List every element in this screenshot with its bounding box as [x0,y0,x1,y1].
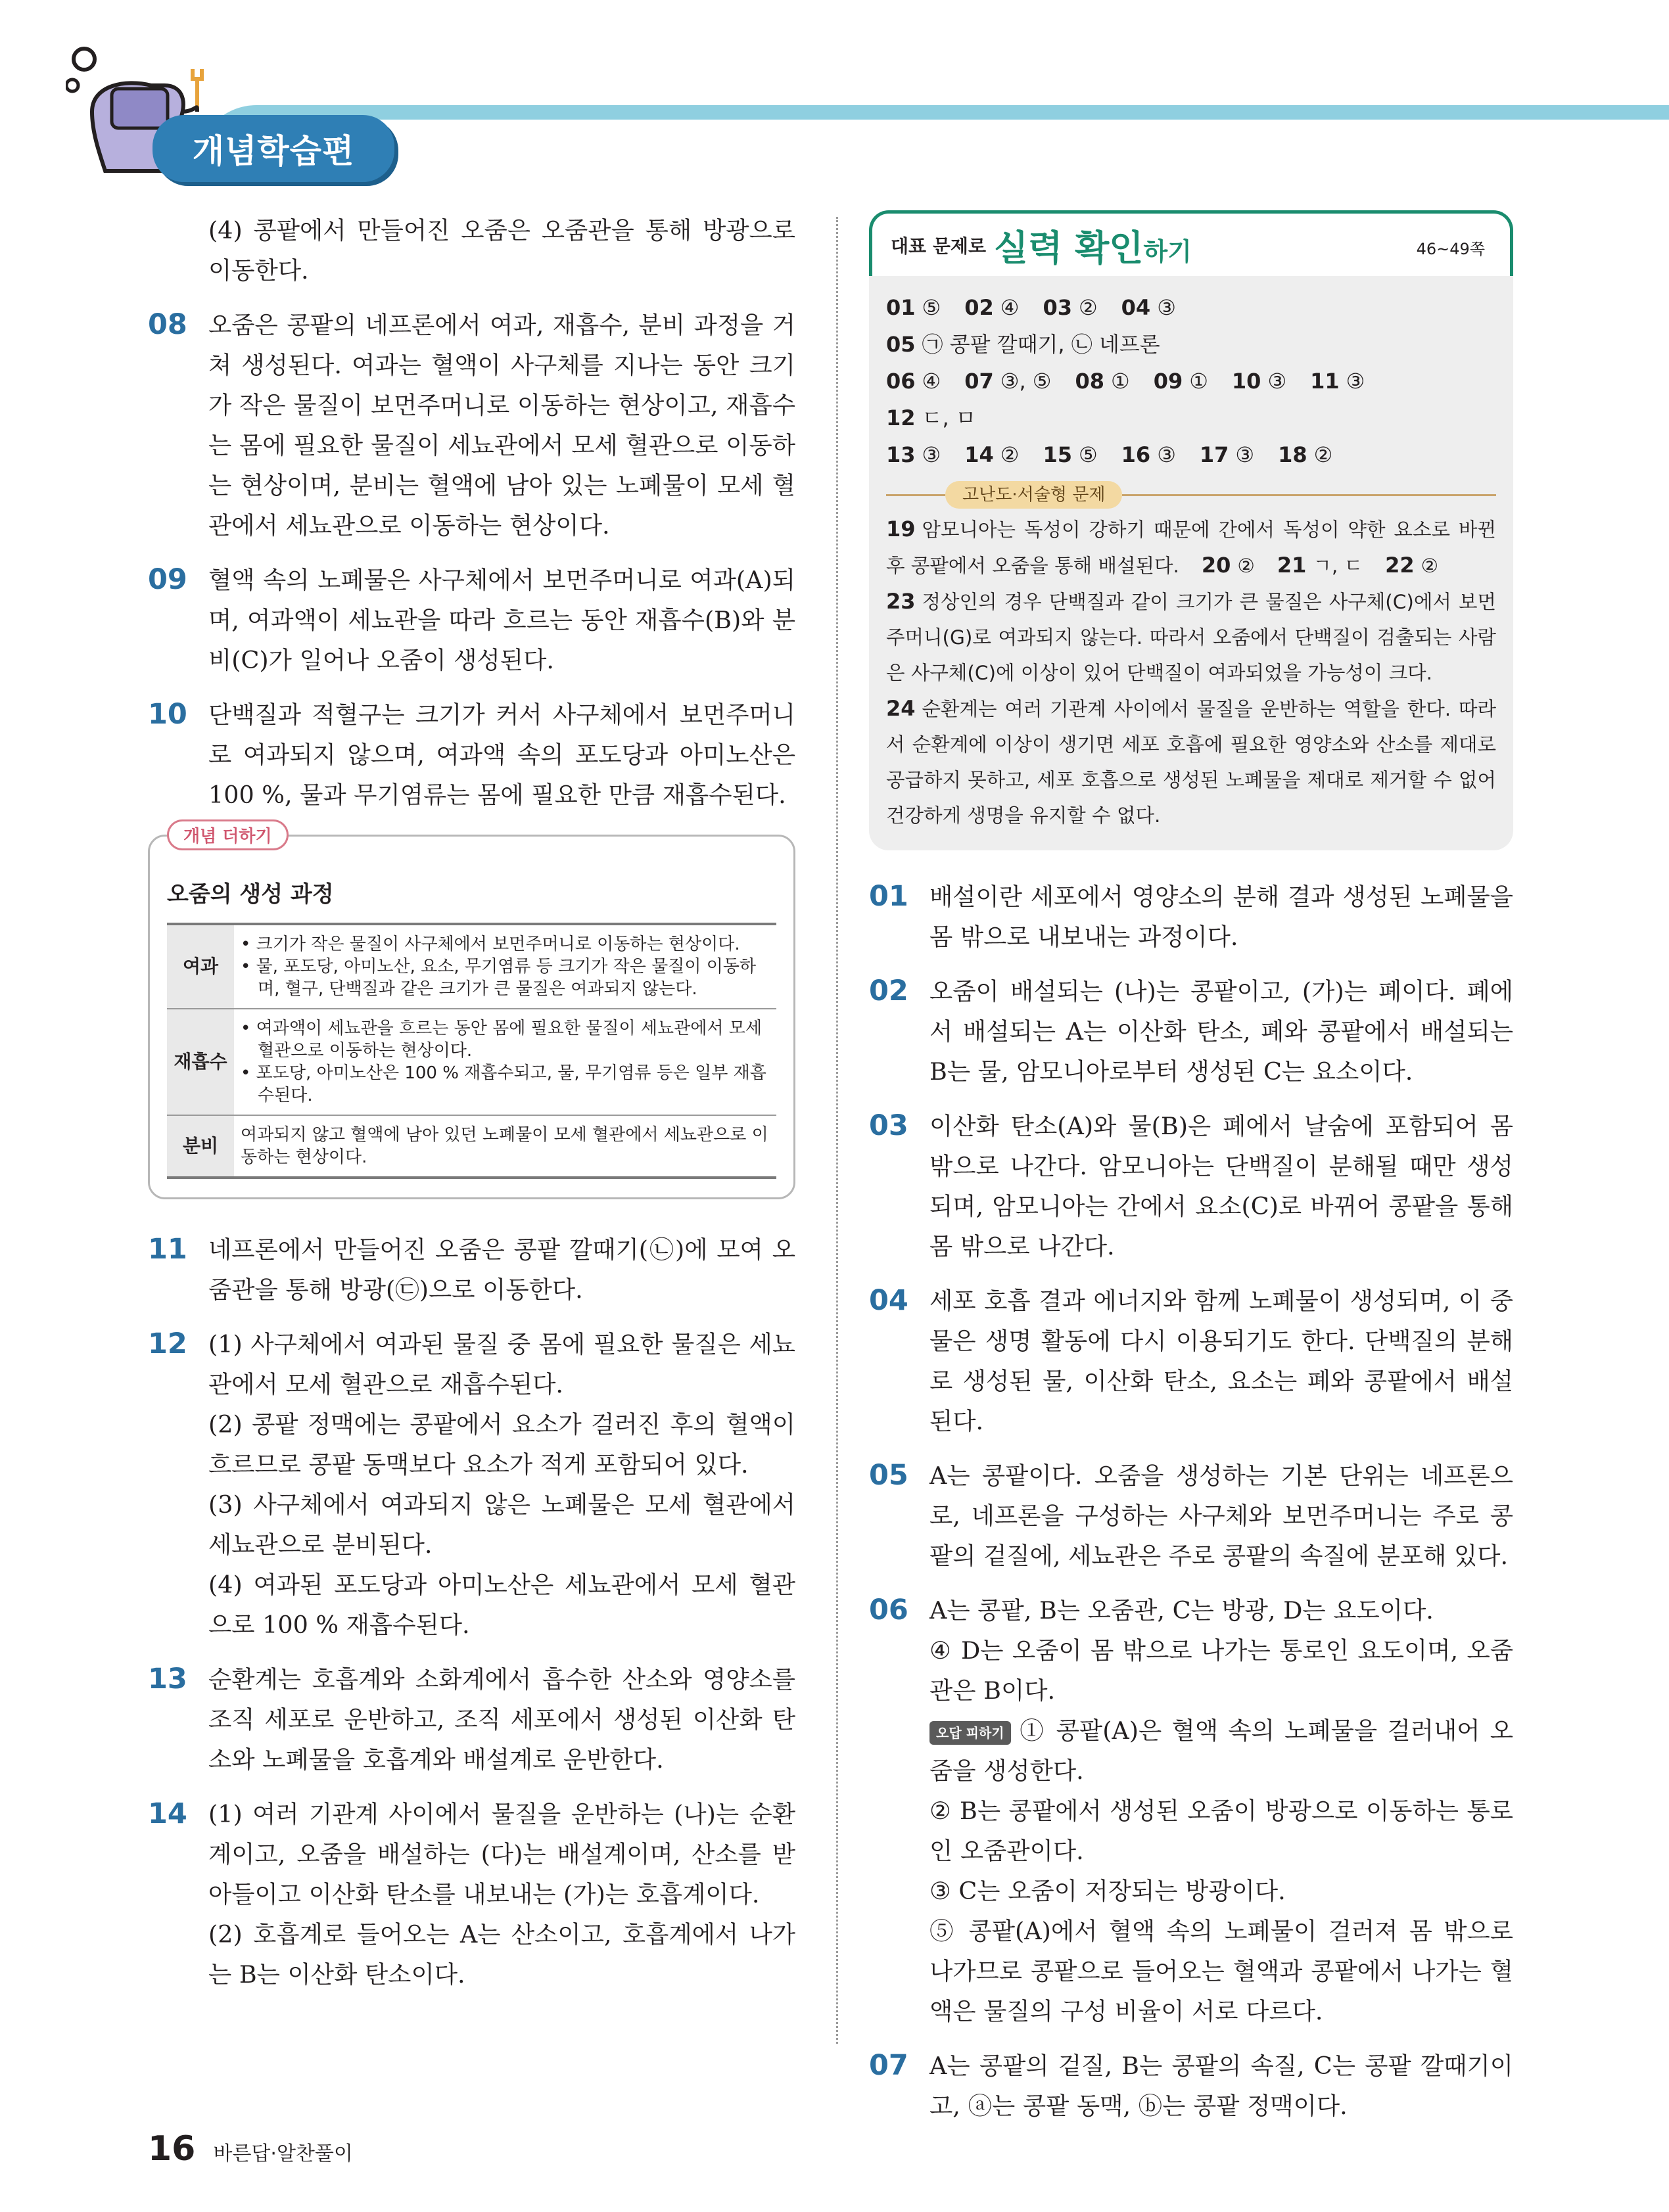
answer-number: 14 [964,442,994,467]
item-line: (4) 여과된 포도당과 아미노산은 세뇨관에서 모세 혈관으로 100 % 재흡수된다. [208,1571,795,1639]
item-number: 11 [148,1233,187,1266]
essay-number: 23 [886,589,916,614]
answer-value: ③ [1235,442,1255,467]
essay-text: ② [1237,555,1255,577]
item-number: 13 [148,1663,187,1695]
essay-text: 순환계는 여러 기관계 사이에서 물질을 운반하는 역할을 한다. 따라서 순환계에 이상이 생기면 세포 호흡에 필요한 영양소와 산소를 제대로 공급하지 못하고, 세포 호흡으로 생성된 노폐물을 제대로 제거할 수 없어 건강하게 생명을 유지할 수 없다. [886,698,1496,827]
item-line: ④ D는 오줌이 몸 밖으로 나가는 통로인 요도이며, 오줌관은 B이다. [929,1636,1513,1705]
answer-box-body [869,276,1513,850]
item-01 [869,877,1513,957]
answer-09 [1154,363,1208,400]
item-number: 08 [148,308,187,341]
answer-10 [1232,363,1286,400]
answer-number: 10 [1231,369,1261,394]
concept-row [167,1115,776,1178]
essay-number: 22 [1385,553,1415,578]
answer-value: ③ [1157,295,1176,320]
essay-number: 21 [1277,553,1307,578]
item-number: 12 [148,1327,187,1360]
essay-answers [886,511,1496,833]
essay-divider [886,481,1496,509]
item-number: 07 [869,2049,908,2082]
page-number: 16 [148,2129,196,2169]
item-number: 06 [869,1594,908,1626]
answer-number: 18 [1278,442,1307,467]
answer-18 [1278,436,1332,473]
essay-text: ② [1421,555,1439,577]
footer [148,2129,353,2169]
item-06 [869,1590,1513,2031]
item-02 [869,971,1513,1092]
concept-key: 재흡수 [167,1009,234,1115]
concept-desc [234,924,776,1009]
answer-box-header [869,210,1513,276]
item-line: 순환계는 호흡계와 소화계에서 흡수한 산소와 영양소를 조직 세포로 운반하고, 조직 세포에서 생성된 이산화 탄소와 노폐물을 호흡계와 배설계로 운반한다. [208,1665,795,1774]
answer-number: 07 [964,369,994,394]
answer-box-label: 대표 문제로 [891,235,986,257]
answer-15 [1043,436,1097,473]
essay-tag: 고난도·서술형 문제 [945,481,1122,509]
item-11 [148,1230,795,1310]
concept-tag: 개념 더하기 [167,819,289,850]
answer-number: 08 [1075,369,1104,394]
item-03 [869,1106,1513,1266]
concept-key: 여과 [167,924,234,1009]
concept-line: • 포도당, 아미노산은 100 % 재흡수되고, 물, 무기염류 등은 일부 재흡수된다. [241,1063,766,1105]
answer-row [886,436,1496,473]
answer-value: ㉠ 콩팥 깔때기, ㉡ 네프론 [922,332,1160,357]
essay-number: 19 [886,517,916,541]
section-badge: 개념학습편 [153,115,394,182]
concept-row [167,1009,776,1115]
answer-05 [886,326,1160,363]
left-column [148,210,795,2009]
answer-box-title: 실력 확인하기 [994,227,1192,269]
concept-line: • 물, 포도당, 아미노산, 요소, 무기염류 등 크기가 작은 물질이 이동하며, 혈구, 단백질과 같은 크기가 큰 물질은 여과되지 않는다. [241,957,757,999]
answer-value: ⑤ [1078,442,1098,467]
answer-value: ③ [1157,442,1176,467]
item-09 [148,560,795,680]
item-number: 09 [148,563,187,596]
answer-03 [1043,289,1097,326]
item-07 [869,2046,1513,2126]
essay-text: 암모니아는 독성이 강하기 때문에 간에서 독성이 약한 요소로 바뀐 후 콩팥에서 오줌을 통해 배설된다. [886,518,1496,577]
concept-table [167,923,776,1179]
concept-line: 여과되지 않고 혈액에 남아 있던 노폐물이 모세 혈관에서 세뇨관으로 이동하는 현상이다. [241,1125,768,1167]
answer-01 [886,289,941,326]
item-number: 03 [869,1109,908,1142]
answer-value: ① [1111,369,1130,394]
item-line: 세포 호흡 결과 에너지와 함께 노폐물이 생성되며, 이 중 물은 생명 활동에 다시 이용되기도 한다. 단백질의 분해로 생성된 물, 이산화 탄소, 요소는 폐와 콩팥에서 배설된다. [929,1287,1513,1435]
item-line: (1) 여러 기관계 사이에서 물질을 운반하는 (나)는 순환계이고, 오줌을 배설하는 (다)는 배설계이며, 산소를 받아들이고 이산화 탄소를 내보내는 (가)는 호흡계이다. [208,1800,795,1908]
item-line: 배설이란 세포에서 영양소의 분해 결과 생성된 노폐물을 몸 밖으로 내보내는 과정이다. [929,883,1513,951]
answer-number: 12 [886,405,916,430]
item-line: (3) 사구체에서 여과되지 않은 노폐물은 모세 혈관에서 세뇨관으로 분비된다. [208,1490,795,1559]
item-text: 혈액 속의 노폐물은 사구체에서 보먼주머니로 여과(A)되며, 여과액이 세뇨관을 따라 흐르는 동안 재흡수(B)와 분비(C)가 일어나 오줌이 생성된다. [208,566,795,674]
item-number: 14 [148,1797,187,1830]
answer-number: 01 [886,295,916,320]
item-number: 02 [869,975,908,1007]
item-line: 이산화 탄소(A)와 물(B)은 폐에서 날숨에 포함되어 몸 밖으로 나간다. 암모니아는 단백질이 분해될 때만 생성되며, 암모니아는 간에서 요소(C)로 바뀌어 콩팥을 통해 몸 밖으로 나간다. [929,1112,1513,1260]
item-number: 10 [148,698,187,731]
wrong-answer-line: 오답 피하기 ① 콩팥(A)은 혈액 속의 노폐물을 걸러내어 오줌을 생성한다. [929,1717,1513,1785]
answer-value: ③ [922,442,941,467]
answer-number: 17 [1199,442,1229,467]
item-line: 네프론에서 만들어진 오줌은 콩팥 깔때기(㉡)에 모여 오줌관을 통해 방광(㉢)으로 이동한다. [208,1235,795,1304]
wrong-answer-tag: 오답 피하기 [929,1721,1011,1745]
answer-11 [1310,363,1365,400]
essay-text: 정상인의 경우 단백질과 같이 크기가 큰 물질은 사구체(C)에서 보먼주머니(G)로 여과되지 않는다. 따라서 오줌에서 단백질이 검출되는 사람은 사구체(C)에 이상이 있어 단백질이 여과되었을 가능성이 크다. [886,591,1496,684]
answer-row [886,363,1496,436]
item-12 [148,1324,795,1645]
answer-number: 15 [1043,442,1072,467]
answer-value: ③, ⑤ [1000,369,1052,394]
answer-value: ⑤ [922,295,941,320]
item-line: 오줌이 배설되는 (나)는 콩팥이고, (가)는 폐이다. 폐에서 배설되는 A는 이산화 탄소, 폐와 콩팥에서 배설되는 B는 물, 암모니아로부터 생성된 C는 요소이다. [929,977,1513,1086]
answer-number: 11 [1310,369,1340,394]
answer-value: ④ [922,369,941,394]
answer-value: ③ [1346,369,1365,394]
item-number: 05 [869,1459,908,1492]
answer-13 [886,436,941,473]
concept-key: 분비 [167,1115,234,1178]
item-line: ③ C는 오줌이 저장되는 방광이다. [929,1877,1286,1905]
answer-value: ② [1078,295,1098,320]
item-text: 오줌은 콩팥의 네프론에서 여과, 재흡수, 분비 과정을 거쳐 생성된다. 여과는 혈액이 사구체를 지나는 동안 크기가 작은 물질이 보먼주머니로 이동하는 현상이고, 재흡수는 몸에 필요한 물질이 세뇨관에서 모세 혈관으로 이동하는 현상이며, 분비는 혈액에 남아 있는 노폐물이 모세 혈관에서 세뇨관으로 이동하는 현상이다. [208,311,795,540]
item-07-continued: (4) 콩팥에서 만들어진 오줌은 오줌관을 통해 방광으로 이동한다. [208,216,795,285]
answer-value: ② [1000,442,1020,467]
item-13 [148,1659,795,1780]
item-text: 단백질과 적혈구는 크기가 커서 사구체에서 보먼주머니로 여과되지 않으며, 여과액 속의 포도당과 아미노산은 100 %, 물과 무기염류는 몸에 필요한 만큼 재흡수된다. [208,701,795,809]
answer-row [886,289,1496,363]
answer-number: 05 [886,332,916,357]
item-line: A는 콩팥, B는 오줌관, C는 방광, D는 요도이다. [929,1596,1434,1624]
answer-value: ㄷ, ㅁ [922,405,976,430]
concept-desc [234,1009,776,1115]
item-05 [869,1456,1513,1576]
answer-number: 04 [1121,295,1151,320]
essay-number: 24 [886,696,916,721]
answer-07 [964,363,1051,400]
concept-line: • 여과액이 세뇨관을 흐르는 동안 몸에 필요한 물질이 세뇨관에서 모세 혈관으로 이동하는 현상이다. [241,1019,762,1061]
item-04 [869,1281,1513,1441]
item-08 [148,305,795,545]
item-line: A는 콩팥이다. 오줌을 생성하는 기본 단위는 네프론으로, 네프론을 구성하는 사구체와 보먼주머니는 주로 콩팥의 겉질에, 세뇨관은 주로 콩팥의 속질에 분포해 있다. [929,1462,1513,1570]
essay-text: ㄱ, ㄷ [1313,555,1363,577]
item-14 [148,1794,795,1994]
item-number: 04 [869,1284,908,1317]
answer-value: ② [1313,442,1333,467]
answer-number: 03 [1043,295,1072,320]
answer-value: ① [1189,369,1208,394]
item-text: A는 콩팥의 겉질, B는 콩팥의 속질, C는 콩팥 깔때기이고, ⓐ는 콩팥 동맥, ⓑ는 콩팥 정맥이다. [929,2052,1513,2120]
answer-number: 13 [886,442,916,467]
item-number: 01 [869,880,908,913]
answer-number: 16 [1121,442,1151,467]
column-divider [836,217,838,2044]
header-line [368,105,1669,120]
item-line: ② B는 콩팥에서 생성된 오줌이 방광으로 이동하는 통로인 오줌관이다. [929,1797,1513,1865]
item-line: (2) 호흡계로 들어오는 A는 산소이고, 호흡계에서 나가는 B는 이산화 탄소이다. [208,1920,795,1989]
answer-box [869,210,1513,850]
answer-16 [1121,436,1176,473]
item-line: ⑤ 콩팥(A)에서 혈액 속의 노폐물이 걸러져 몸 밖으로 나가므로 콩팥으로 들어오는 혈액과 콩팥에서 나가는 혈액은 물질의 구성 비율이 서로 다르다. [929,1917,1513,2025]
essay-number: 20 [1201,553,1231,578]
answer-number: 09 [1153,369,1183,394]
item-line: (1) 사구체에서 여과된 물질 중 몸에 필요한 물질은 세뇨관에서 모세 혈관으로 재흡수된다. [208,1330,795,1398]
answer-17 [1200,436,1254,473]
answer-12 [886,400,976,436]
item-line: (2) 콩팥 정맥에는 콩팥에서 요소가 걸러진 후의 혈액이 흐르므로 콩팥 동맥보다 요소가 적게 포함되어 있다. [208,1410,795,1479]
answer-number: 02 [964,295,994,320]
answer-06 [886,363,941,400]
answer-box-pages: 46~49쪽 [1416,240,1485,258]
answer-02 [964,289,1019,326]
answer-number: 06 [886,369,916,394]
concept-line: • 크기가 작은 물질이 사구체에서 보먼주머니로 이동하는 현상이다. [241,934,740,954]
answer-08 [1075,363,1129,400]
answer-14 [964,436,1019,473]
answer-value: ④ [1000,295,1020,320]
answer-value: ③ [1267,369,1287,394]
answer-04 [1121,289,1176,326]
right-column [869,210,1513,2140]
concept-box [148,827,795,1199]
concept-row [167,924,776,1009]
concept-title: 오줌의 생성 과정 [167,881,334,908]
concept-desc [234,1115,776,1178]
footer-title: 바른답·알찬풀이 [213,2142,353,2165]
item-10 [148,695,795,815]
